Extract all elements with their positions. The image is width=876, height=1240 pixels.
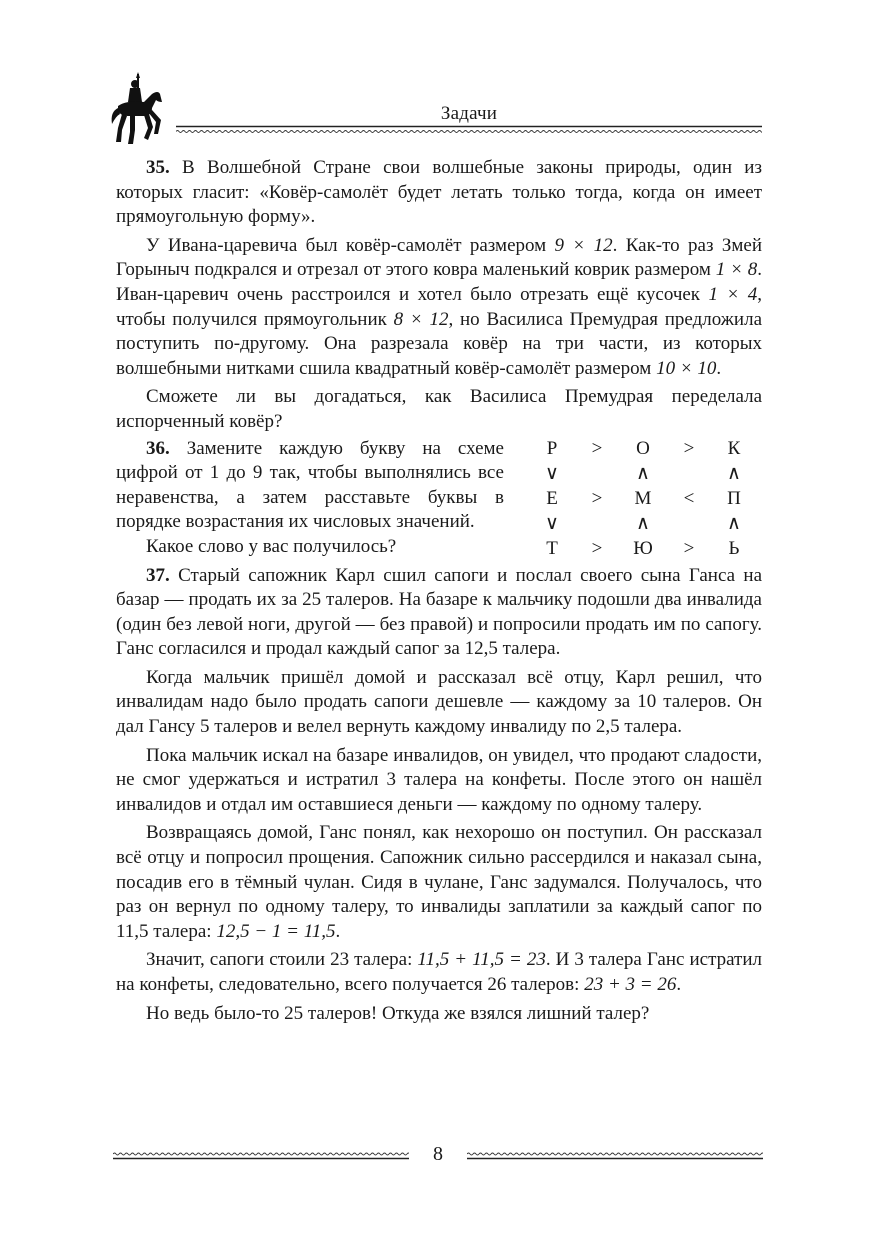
problem-36-question: Какое слово у вас получилось? xyxy=(146,535,397,557)
problem-number: 35. xyxy=(146,157,170,178)
page-number: 8 xyxy=(433,1143,443,1165)
scheme-sign: > xyxy=(683,537,695,559)
scheme-sign: ∧ xyxy=(727,512,741,534)
scheme-letter: Т xyxy=(546,537,558,559)
footer-divider-right xyxy=(467,1151,763,1161)
scheme-sign: > xyxy=(591,537,603,559)
scheme-sign: ∧ xyxy=(636,512,650,534)
knight-horse-icon xyxy=(108,72,166,146)
problem-37-paragraph: Значит, сапоги стоили 23 талера: 11,5 + 11,5 = 23. И 3 талера Ганс истратил на конфеты, следовательно, всего получается 26 талеров: 23 + 3 = 26. xyxy=(116,949,762,995)
scheme-letter: К xyxy=(727,437,741,459)
problem-35-body: У Ивана-царевича был ковёр-самолёт размером 9 × 12. Как-то раз Змей Горыныч подкрался и отрезал от этого ковра маленький коврик размером 1 × 8. Иван-царевич очень расстроился и хотел было отрезать ещё кусочек 1 × 4, чтобы получился прямоугольник 8 × 12, но Василиса Премудрая предложила поступить по-другому. Она разрезала ковёр на три части, из которых волшебными нитками сшила квадратный ковёр-самолёт размером 10 × 10. xyxy=(116,234,763,379)
scheme-sign: > xyxy=(591,437,603,459)
problem-37-paragraph: Когда мальчик пришёл домой и рассказал всё отцу, Карл решил, что инвалидам надо было продать сапоги дешевле — каждому за 10 талеров. Он дал Гансу 5 талеров и велел вернуть каждому инвалиду по 2,5 талера. xyxy=(116,666,762,738)
scheme-letter: Р xyxy=(546,437,558,459)
scheme-letter: О xyxy=(636,437,650,459)
scheme-letter: М xyxy=(634,487,652,509)
letter-scheme xyxy=(542,437,762,560)
problem-number: 36. xyxy=(146,437,170,459)
scheme-sign: ∨ xyxy=(545,512,559,534)
page-header-title: Задачи xyxy=(440,103,498,124)
problem-36 xyxy=(116,437,762,560)
header-divider xyxy=(176,125,762,135)
scheme-letter: Ь xyxy=(728,537,740,559)
scheme-sign: < xyxy=(683,487,695,509)
problem-37-paragraph: Пока мальчик искал на базаре инвалидов, он увидел, что продают сладости, не смог удержаться и истратил 3 талера на конфеты. После этого он нашёл инвалидов и отдал им оставшиеся деньги — каждому по одному талеру. xyxy=(116,744,762,815)
problem-36-text: 36. Замените каждую букву на схеме цифрой от 1 до 9 так, чтобы выполнялись все неравенства, а затем расставьте буквы в порядке возрастания их числовых значений. xyxy=(116,437,504,533)
scheme-letter: Ю xyxy=(633,537,653,559)
problem-35-question: Сможете ли вы догадаться, как Василиса Премудрая переделала испорченный ковёр? xyxy=(116,386,762,432)
scheme-sign: ∧ xyxy=(636,462,650,484)
problem-37-paragraph: Возвращаясь домой, Ганс понял, как нехорошо он поступил. Он рассказал всё отцу и попросил прощения. Сапожник сильно рассердился и наказал сына, посадив его в тёмный чулан. Сидя в чулане, Ганс задумался. Получалось, что раз он вернул по одному талеру, то инвалиды заплатили за каждый сапог по 11,5 талера: 12,5 − 1 = 11,5. xyxy=(116,822,762,942)
scheme-sign: ∧ xyxy=(727,462,741,484)
page-body xyxy=(116,156,762,1026)
problem-37-question: Но ведь было-то 25 талеров! Откуда же взялся лишний талер? xyxy=(146,1002,650,1024)
scheme-letter: П xyxy=(727,487,741,509)
scheme-sign: > xyxy=(683,437,695,459)
scheme-sign: > xyxy=(591,487,603,509)
problem-37-intro: 37. Старый сапожник Карл сшил сапоги и послал своего сына Ганса на базар — продать их за 25 талеров. На базаре к мальчику подошли два инвалида (один без левой ноги, другой — без правой) и попросили продать им по сапогу. Ганс согласился и продал каждый сапог за 12,5 талера. xyxy=(116,564,762,660)
problem-35-intro: 35. В Волшебной Стране свои волшебные законы природы, один из которых гласит: «Ковёр-самолёт будет летать только тогда, когда он имеет прямоугольную форму». xyxy=(116,157,762,228)
scheme-letter: Е xyxy=(546,487,558,509)
problem-number: 37. xyxy=(146,564,170,586)
scheme-sign: ∨ xyxy=(545,462,559,484)
